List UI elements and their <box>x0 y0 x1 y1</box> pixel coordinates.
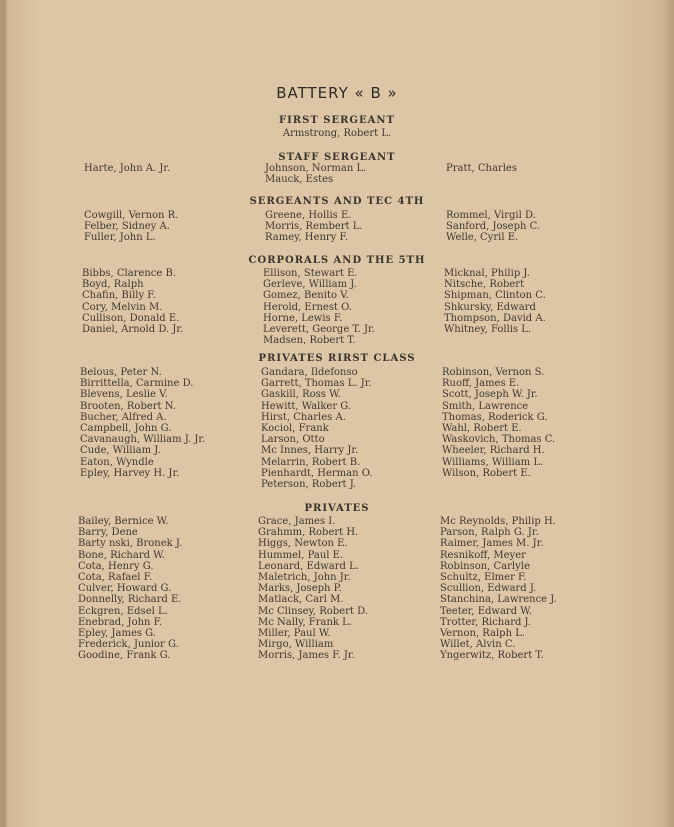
roster-name: Epley, James G. <box>78 627 156 639</box>
roster-name: Mc Nally, Frank L. <box>258 616 352 628</box>
roster-name: Waskovich, Thomas C. <box>442 434 556 446</box>
roster-name: Pienhardt, Herman O. <box>261 467 373 479</box>
roster-name: Hewitt, Walker G. <box>261 400 352 412</box>
roster-name: Johnson, Norman L. <box>265 163 367 174</box>
roster-name: Bone, Richard W. <box>78 549 165 561</box>
corporals-left-column <box>82 268 183 335</box>
roster-name: Raimer, James M. Jr. <box>440 538 544 550</box>
roster-name: Mauck, Estes <box>265 174 334 186</box>
roster-name: Mirgo, William <box>258 639 334 651</box>
roster-name: Matlack, Carl M. <box>258 594 344 606</box>
roster-name: Ramey, Henry F. <box>265 232 349 244</box>
roster-name: Bailey, Bernice W. <box>78 516 169 527</box>
roster-name: Maletrich, John Jr. <box>258 571 351 583</box>
roster-name: Eckgren, Edsel L. <box>78 605 168 617</box>
roster-name: Bucher, Alfred A. <box>80 411 167 423</box>
staff-sergeant-center-column <box>265 163 366 185</box>
roster-name: Mc Reynolds, Philip H. <box>440 516 556 527</box>
roster-name: Leonard, Edward L. <box>258 560 359 572</box>
roster-name: Epley, Harvey H. Jr. <box>80 467 180 479</box>
roster-name: Ruoff, James E. <box>442 378 520 390</box>
roster-name: Cude, William J. <box>80 445 161 457</box>
roster-name: Daniel, Arnold D. Jr. <box>82 323 184 335</box>
roster-name: Mc Innes, Harry Jr. <box>261 445 359 457</box>
pfc-right-column <box>442 367 555 479</box>
roster-name: Grace, James I. <box>258 516 336 527</box>
roster-name: Parson, Ralph G. Jr. <box>440 527 539 539</box>
roster-name: Cavanaugh, William J. Jr. <box>80 434 206 446</box>
roster-name: Willet, Alvin C. <box>440 639 516 651</box>
roster-name: Larson, Otto <box>261 434 325 446</box>
roster-name: Frederick, Junior G. <box>78 639 179 651</box>
roster-name: Smith, Lawrence <box>442 400 529 412</box>
roster-name: Miller, Paul W. <box>258 627 331 639</box>
first-sergeant-list <box>0 128 674 139</box>
roster-name: Ellison, Stewart E. <box>263 268 358 279</box>
roster-name: Rommel, Virgil D. <box>446 210 536 221</box>
roster-name: Birrittella, Carmine D. <box>80 378 194 390</box>
roster-name: Gaskill, Ross W. <box>261 389 341 401</box>
roster-name: Cullison, Donald E. <box>82 312 180 324</box>
roster-name: Thomas, Roderick G. <box>442 411 548 423</box>
roster-name: Morris, Rembert L. <box>265 221 363 233</box>
roster-name: Cory, Melvin M. <box>82 301 163 313</box>
roster-name: Scott, Joseph W. Jr. <box>442 389 538 401</box>
sergeants-right-column <box>446 210 540 244</box>
roster-name: Kociol, Frank <box>261 422 329 434</box>
corporals-right-column <box>444 268 546 335</box>
sergeants-heading: SERGEANTS AND TEC 4TH <box>249 196 425 207</box>
roster-name: Cota, Henry G. <box>78 560 154 572</box>
roster-name: Horne, Lewis F. <box>263 312 343 324</box>
privates-right-column <box>440 516 557 661</box>
roster-name: Eaton, Wyndle <box>80 456 154 468</box>
roster-name: Nitsche, Robert <box>444 279 525 291</box>
page-title: BATTERY « B » <box>276 84 398 102</box>
roster-name: Robinson, Carlyle <box>440 560 530 572</box>
roster-name: Leverett, George T. Jr. <box>263 323 375 335</box>
roster-name: Wilson, Robert E. <box>442 467 531 479</box>
corporals-heading: CORPORALS AND THE 5TH <box>248 255 426 266</box>
roster-name: Harte, John A. Jr. <box>84 163 171 174</box>
roster-name: Whitney, Follis L. <box>444 323 532 335</box>
roster-name: Madsen, Robert T. <box>263 335 356 347</box>
privates-heading: PRIVATES <box>304 503 370 514</box>
roster-name: Grahmm, Robert H. <box>258 527 359 539</box>
roster-name: Gomez, Benito V. <box>263 290 349 302</box>
first-sergeant-heading: FIRST SERGEANT <box>279 115 395 126</box>
roster-name: Gerleve, William J. <box>263 279 357 291</box>
roster-name: Chafin, Billy F. <box>82 290 156 302</box>
roster-name: Barry, Dene <box>78 527 138 539</box>
roster-name: Welle, Cyril E. <box>446 232 519 244</box>
roster-name: Trotter, Richard J. <box>440 616 531 628</box>
sergeants-left-column <box>84 210 178 244</box>
roster-name: Marks, Joseph P. <box>258 583 342 595</box>
roster-name: Brooten, Robert N. <box>80 400 177 412</box>
roster-name: Williams, William L. <box>442 456 544 468</box>
roster-name: Garrett, Thomas L. Jr. <box>261 378 372 390</box>
roster-name: Felber, Sidney A. <box>84 221 170 233</box>
roster-name: Shipman, Clinton C. <box>444 290 546 302</box>
roster-name: Boyd, Ralph <box>82 279 144 291</box>
roster-name: Herold, Ernest O. <box>263 301 352 313</box>
roster-name: Shkursky, Edward <box>444 301 536 313</box>
roster-name: Yngerwitz, Robert T. <box>440 650 544 662</box>
roster-name: Culver, Howard G. <box>78 583 172 595</box>
roster-name: Melarrin, Robert B. <box>261 456 361 468</box>
roster-name: Sanford, Joseph C. <box>446 221 541 233</box>
roster-name: Gandara, Ildefonso <box>261 367 358 378</box>
roster-name: Teeter, Edward W. <box>440 605 532 617</box>
roster-name: Higgs, Newton E. <box>258 538 348 550</box>
roster-name: Greene, Hollis E. <box>265 210 352 221</box>
roster-name: Robinson, Vernon S. <box>442 367 545 378</box>
roster-name: Scullion, Edward J. <box>440 583 537 595</box>
roster-name: Mc Clinsey, Robert D. <box>258 605 368 617</box>
roster-name: Hirst, Charles A. <box>261 411 346 423</box>
roster-name: Hummel, Paul E. <box>258 549 344 561</box>
roster-name: Schultz, Elmer F. <box>440 571 527 583</box>
staff-sergeant-left-column <box>84 163 170 174</box>
roster-name: Cowgill, Vernon R. <box>84 210 179 221</box>
corporals-center-column <box>263 268 375 346</box>
roster-name: Peterson, Robert J. <box>261 478 357 490</box>
privates-left-column <box>78 516 182 661</box>
roster-name: Wheeler, Richard H. <box>442 445 545 457</box>
roster-name: Armstrong, Robert L. <box>282 128 392 139</box>
roster-name: Micknal, Philip J. <box>444 268 530 279</box>
roster-name: Campbell, John G. <box>80 422 172 434</box>
roster-name: Thompson, David A. <box>444 312 546 324</box>
roster-name: Belous, Peter N. <box>80 367 162 378</box>
pfc-center-column <box>261 367 373 490</box>
roster-name: Stanchina, Lawrence J. <box>440 594 557 606</box>
staff-sergeant-right-column <box>446 163 517 174</box>
pfc-heading: PRIVATES RIRST CLASS <box>258 353 416 364</box>
roster-name: Fuller, John L. <box>84 232 156 244</box>
roster-name: Barty nski, Bronek J. <box>78 538 183 550</box>
roster-name: Bibbs, Clarence B. <box>82 268 177 279</box>
roster-name: Wahl, Robert E. <box>442 422 522 434</box>
sergeants-center-column <box>265 210 363 244</box>
roster-name: Morris, James F. Jr. <box>258 650 355 662</box>
roster-name: Resnikoff, Meyer <box>440 549 526 561</box>
staff-sergeant-heading: STAFF SERGEANT <box>278 152 396 163</box>
roster-name: Vernon, Ralph L. <box>440 627 526 639</box>
roster-name: Enebrad, John F. <box>78 616 163 628</box>
roster-name: Blevens, Leslie V. <box>80 389 168 401</box>
roster-name: Cota, Rafael F. <box>78 571 153 583</box>
roster-name: Pratt, Charles <box>446 163 517 174</box>
roster-name: Donnelly, Richard E. <box>78 594 182 606</box>
privates-center-column <box>258 516 368 661</box>
pfc-left-column <box>80 367 205 479</box>
roster-name: Goodine, Frank G. <box>78 650 171 662</box>
